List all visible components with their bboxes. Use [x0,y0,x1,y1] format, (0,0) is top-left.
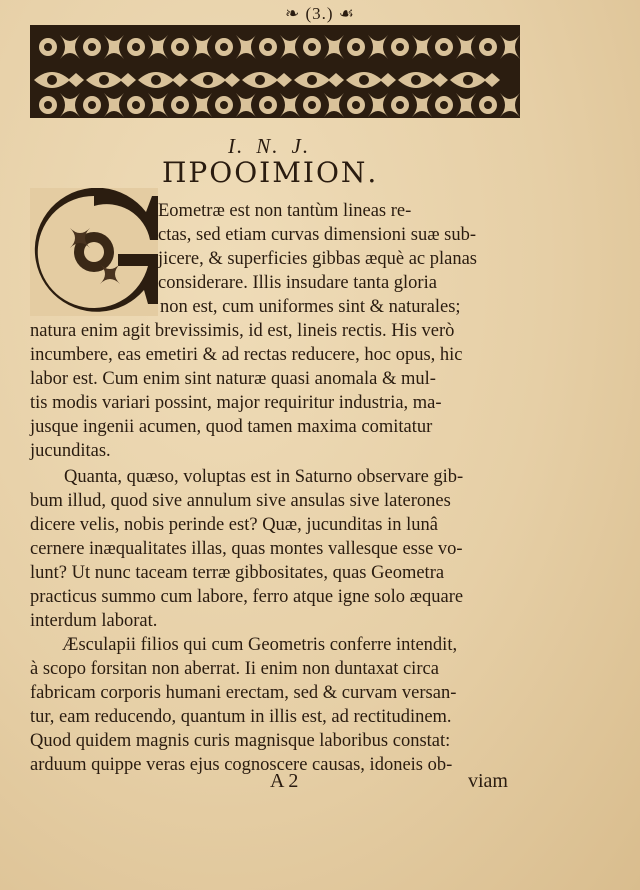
text-line: considerare. Illis insudare tanta gloria [158,273,437,293]
text-line: ctas, sed etiam curvas dimensioni suæ sub- [158,225,477,245]
text-line: cernere inæqualitates illas, quas montes vallesque esse vo- [30,539,463,559]
text-line: lunt? Ut nunc taceam terræ gibbositates, quas Geometra [30,563,445,583]
text-line: interdum laborat. [30,611,158,631]
text-line: Quod quidem magnis curis magnisque laboribus constat: [30,731,451,751]
text-line: bum illud, quod sive annulum sive ansulas sive laterones [30,491,451,511]
text-line: practicus summo cum labore, ferro atque igne solo æquare [30,587,464,607]
text-line: tis modis variari possint, major requiritur industria, ma- [30,393,442,413]
text-line: labor est. Cum enim sint naturæ quasi anomala & mul- [30,369,436,389]
text-line: arduum quippe veras ejus cognoscere causas, idoneis ob- [30,755,453,775]
gathering-signature-line: I. N. J. [228,134,311,158]
text-line: Quanta, quæso, voluptas est in Saturno observare gib- [64,467,464,487]
text-line: dicere velis, nobis perinde est? Quæ, jucunditas in lunâ [30,515,438,535]
text-line: non est, cum uniformes sint & naturales; [160,297,461,317]
catchword: viam [468,770,508,792]
text-line: Æsculapii filios qui cum Geometris conferre intendit, [62,635,458,655]
page-title: ΠΡΟΟΙΜΙΟΝ. [162,156,379,189]
ornament-right-icon: ☙ [338,4,356,23]
footer-signature-mark: A 2 [270,770,299,792]
page-number: ❧ (3.) ☙ [284,4,356,23]
text-line: à scopo forsitan non aberrat. Ii enim non duntaxat circa [30,659,439,679]
text-line: tur, eam reducendo, quantum in illis est, ad rectitudinem. [30,707,452,727]
text-line: jicere, & superficies gibbas æquè ac planas [158,249,478,269]
text-line: Eometræ est non tantùm lineas re- [158,201,412,221]
text-line: fabricam corporis humani erectam, sed & curvam versan- [30,683,457,703]
text-line: jucunditas. [30,441,111,461]
decorated-initial-g-icon [30,188,158,316]
ornamental-headpiece [30,25,520,118]
text-line: incumbere, eas emetiri & ad rectas reducere, hoc opus, hic [30,345,463,365]
text-line: natura enim agit brevissimis, id est, lineis rectis. His verò [30,321,455,341]
text-line: jusque ingenii acumen, quod tamen maxima comitatur [30,417,433,437]
ornament-left-icon: ❧ [284,4,301,23]
